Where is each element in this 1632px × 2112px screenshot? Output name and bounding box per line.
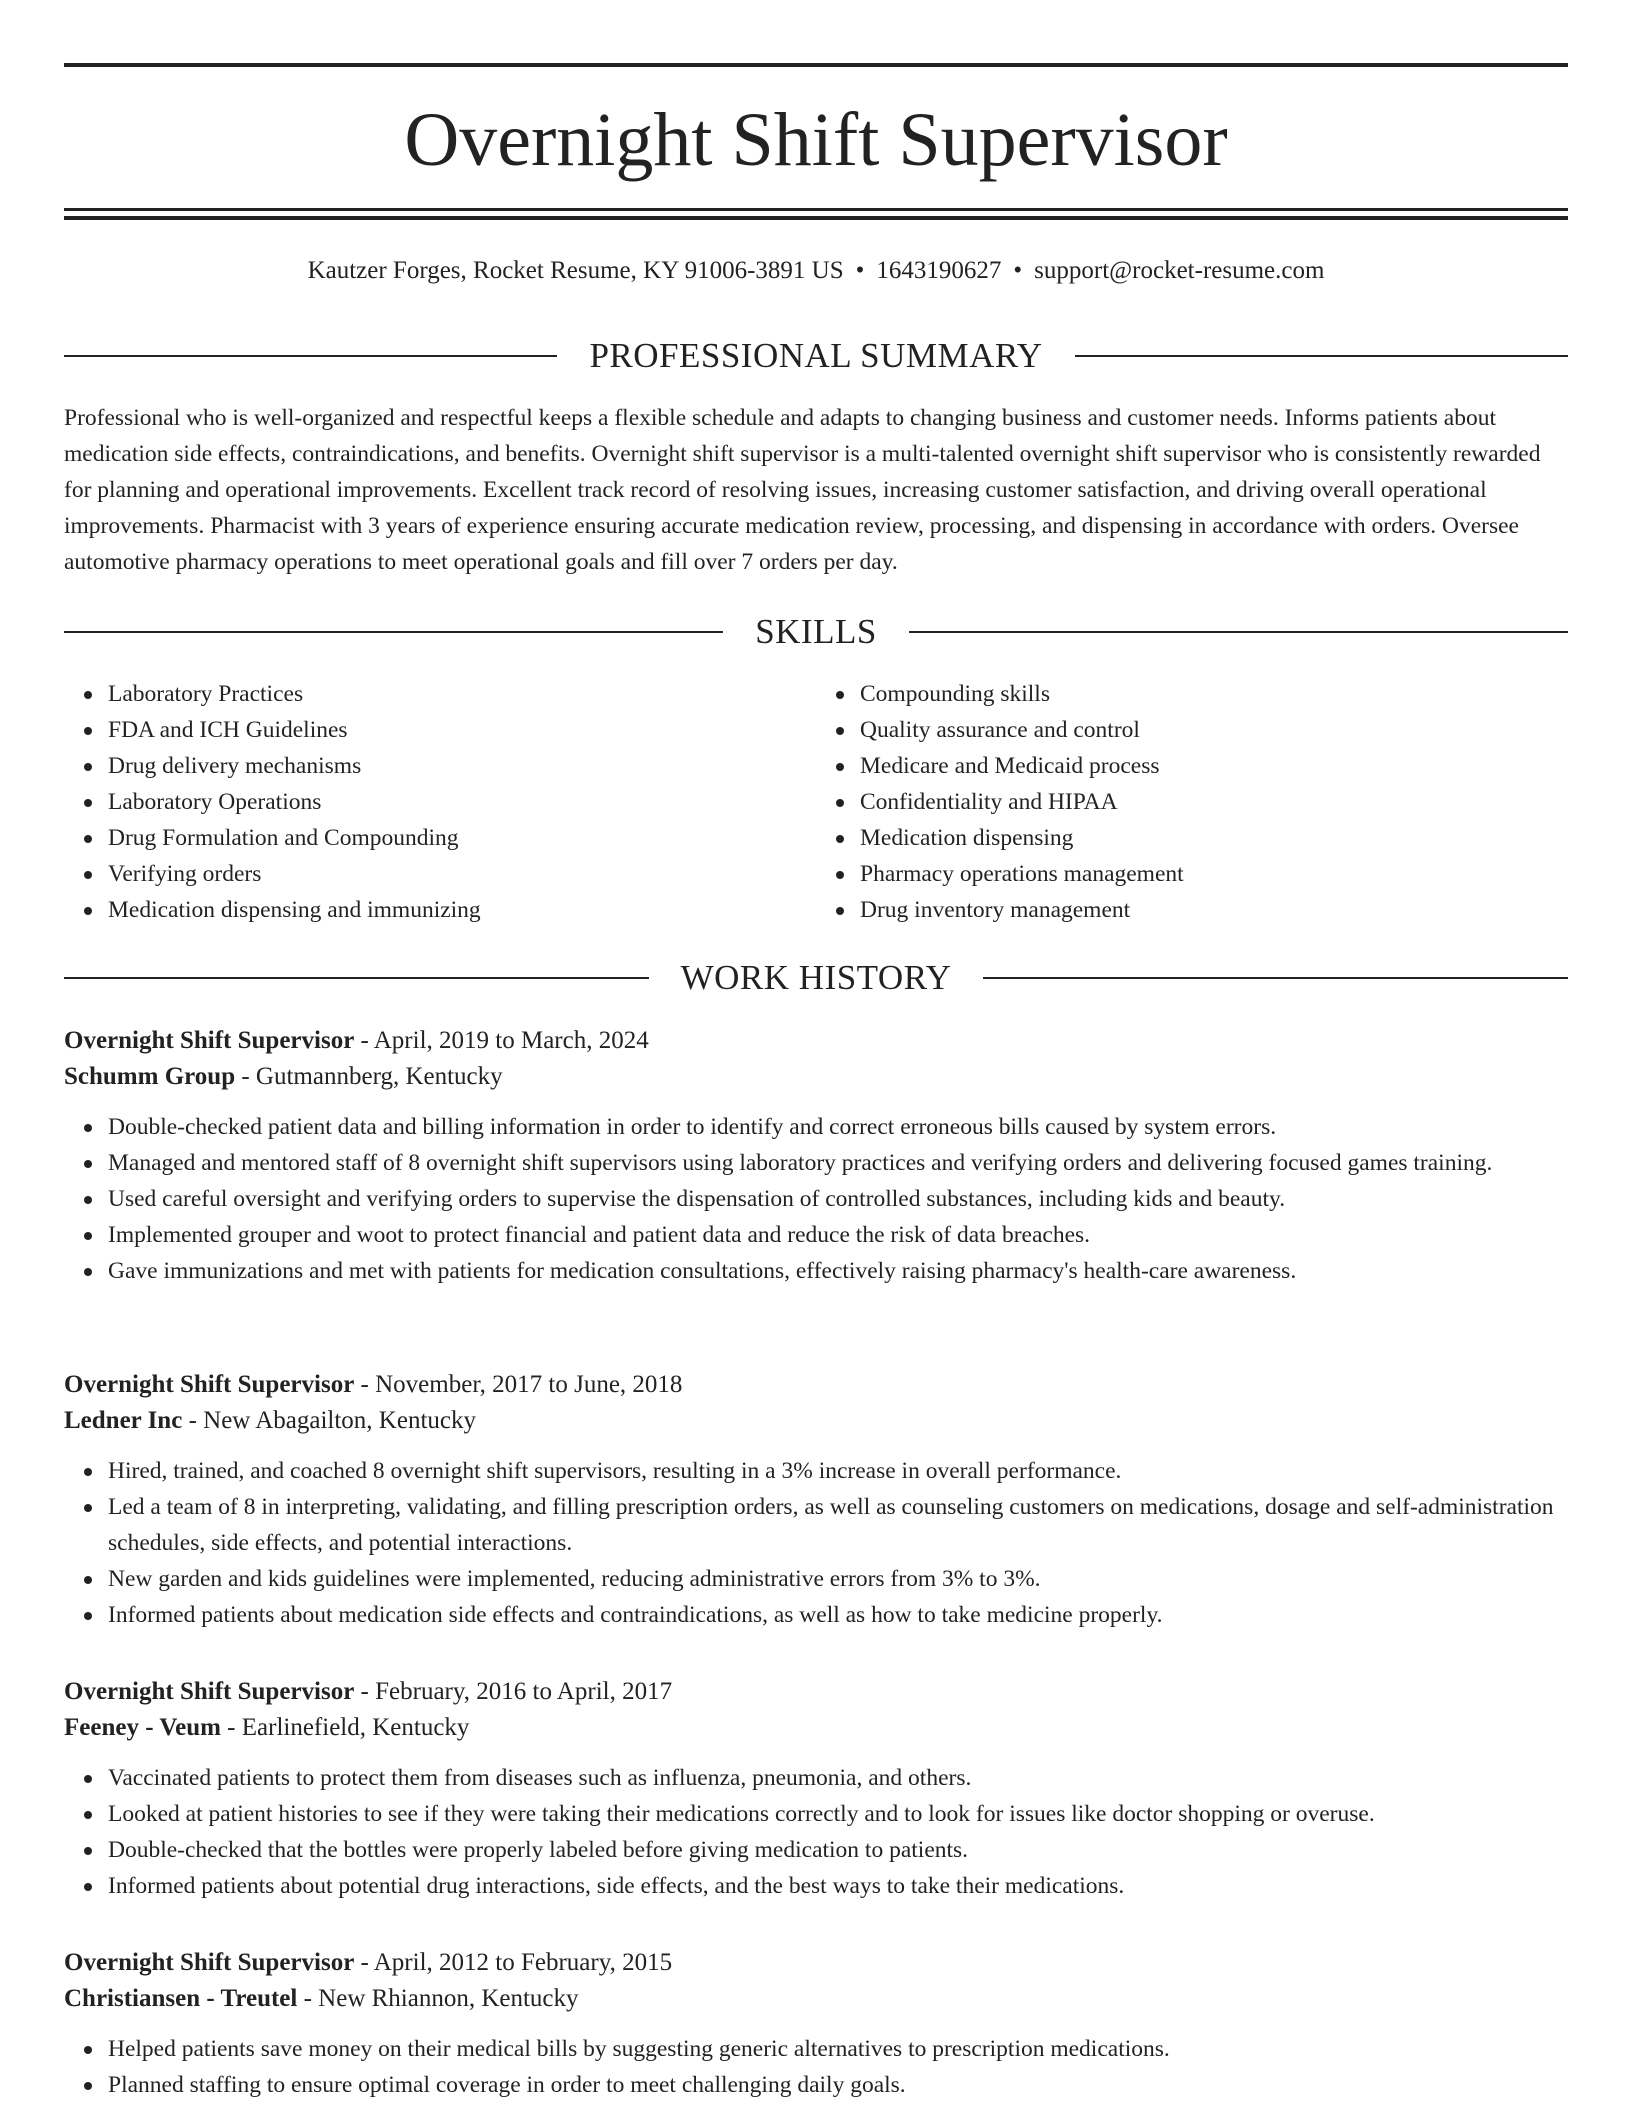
job-dates: - April, 2019 to March, 2024 [354,1027,649,1054]
bullet-icon [84,2046,92,2054]
job-bullet-text: New garden and kids guidelines were implemented, reducing administrative errors from 3% to 3%. [108,1566,1041,1592]
bullet-icon [84,907,92,915]
skill-label: Drug inventory management [860,897,1131,923]
job-bullet-text: Informed patients about potential drug interactions, side effects, and the best ways to take their medications. [108,1873,1125,1899]
bullet-icon [84,1775,92,1783]
job-bullet [108,1253,1568,1289]
bullet-icon [84,871,92,879]
job-bullet [108,1181,1568,1217]
bullet-icon [836,799,844,807]
bullet-icon [836,691,844,699]
skill-label: Verifying orders [108,861,262,887]
skill-label: Medication dispensing and immunizing [108,897,481,923]
bullet-icon [84,2082,92,2090]
skill-item [860,820,1568,856]
job-title: Overnight Shift Supervisor [64,1949,355,1976]
job-entry [64,1674,1568,1904]
title-rule-upper [64,208,1568,211]
bullet-icon [84,1811,92,1819]
job-location: - New Rhiannon, Kentucky [297,1985,579,2012]
bullet-icon [84,1468,92,1476]
job-bullet [108,1109,1568,1145]
job-bullet [108,1561,1568,1597]
skill-item [860,856,1568,892]
job-bullet-text: Vaccinated patients to protect them from diseases such as influenza, pneumonia, and others. [108,1765,972,1791]
skill-item [108,712,816,748]
job-location: - Gutmannberg, Kentucky [235,1063,503,1090]
bullet-icon [84,1160,92,1168]
top-rule [64,63,1568,67]
skill-label: Pharmacy operations management [860,861,1184,887]
job-bullet-text: Hired, trained, and coached 8 overnight shift supervisors, resulting in a 3% increase in overall performance. [108,1458,1122,1484]
contact-address: Kautzer Forges, Rocket Resume, KY 91006-3891 US [307,257,844,284]
job-company-line [64,1981,1568,2017]
bullet-icon [836,871,844,879]
job-bullet-text: Used careful oversight and verifying orders to supervise the dispensation of controlled substances, including kids and beauty. [108,1186,1286,1212]
skill-item [860,712,1568,748]
job-bullet [108,1760,1568,1796]
job-bullet-text: Informed patients about medication side effects and contraindications, as well as how to take medicine properly. [108,1602,1163,1628]
bullet-icon [84,835,92,843]
job-company: Christiansen - Treutel [64,1985,298,2012]
bullet-icon [836,835,844,843]
skill-item [108,856,816,892]
job-entry [64,1367,1568,1633]
job-company: Schumm Group [64,1063,236,1090]
work-history-heading [64,956,1568,1000]
job-bullet [108,2067,1568,2103]
job-dates: - November, 2017 to June, 2018 [354,1371,683,1398]
bullet-icon [84,763,92,771]
skill-item [108,892,816,928]
skill-item [108,820,816,856]
job-bullet-text: Helped patients save money on their medical bills by suggesting generic alternatives to prescription medications. [108,2036,1170,2062]
skill-label: Laboratory Practices [108,681,304,707]
job-title-line [64,1674,1568,1710]
job-bullet [108,1832,1568,1868]
job-bullet-text: Managed and mentored staff of 8 overnight shift supervisors using laboratory practices and verifying orders and delivering focused games training. [108,1150,1493,1176]
job-bullets [64,2031,1568,2103]
job-bullets [64,1760,1568,1904]
summary-text: Professional who is well-organized and respectful keeps a flexible schedule and adapts to changing business and customer needs. Informs patients about medication side effects, contraindications, and benefits. Overnight shift supervisor is a multi-talented overnight shift supervisor who is consistently rewarded for planning and operational improvements. Excellent track record of resolving issues, increasing customer satisfaction, and driving overall operational improvements. Pharmacist with 3 years of experience ensuring accurate medication review, processing, and dispensing in accordance with orders. Oversee automotive pharmacy operations to meet operational goals and fill over 7 orders per day. [64,405,1541,575]
skill-label: Medicare and Medicaid process [860,753,1160,779]
job-bullets [64,1453,1568,1633]
skill-item [860,892,1568,928]
job-bullet-text: Gave immunizations and met with patients for medication consultations, effectively raising pharmacy's health-care awareness. [108,1258,1297,1284]
bullet-icon [84,1847,92,1855]
job-title-line [64,1945,1568,1981]
skills-heading [64,610,1568,654]
skills-list [64,676,1568,928]
skill-label: Laboratory Operations [108,789,322,815]
job-bullet [108,1217,1568,1253]
job-title: Overnight Shift Supervisor [64,1678,355,1705]
bullet-icon [84,1576,92,1584]
bullet-icon [84,1196,92,1204]
bullet-icon [84,1124,92,1132]
skill-label: Quality assurance and control [860,717,1140,743]
job-location: - Earlinefield, Kentucky [220,1714,470,1741]
job-dates: - April, 2012 to February, 2015 [354,1949,673,1976]
job-entry [64,1945,1568,2103]
bullet-icon [84,1504,92,1512]
job-title-line [64,1023,1568,1059]
skill-label: Medication dispensing [860,825,1074,851]
skill-label: Drug Formulation and Compounding [108,825,459,851]
skill-item [108,784,816,820]
bullet-icon [836,727,844,735]
skill-label: Compounding skills [860,681,1050,707]
skill-item [860,676,1568,712]
job-company-line [64,1710,1568,1746]
job-bullet-text: Double-checked patient data and billing information in order to identify and correct erroneous bills caused by system errors. [108,1114,1277,1140]
title-rule-lower [64,216,1568,220]
bullet-icon [84,727,92,735]
job-bullet [108,1489,1568,1561]
work-history-heading-label: WORK HISTORY [680,958,952,997]
skills-heading-label: SKILLS [755,612,877,651]
bullet-icon [84,1612,92,1620]
skills-column-right [816,676,1568,928]
job-title-line [64,1367,1568,1403]
job-bullet-text: Planned staffing to ensure optimal coverage in order to meet challenging daily goals. [108,2072,906,2098]
skill-label: FDA and ICH Guidelines [108,717,348,743]
job-company-line [64,1059,1568,1095]
skill-item [860,784,1568,820]
contact-separator: • [1013,257,1023,284]
heading-rule-right [983,977,1568,979]
bullet-icon [84,799,92,807]
skill-label: Confidentiality and HIPAA [860,789,1118,815]
skills-column-left [64,676,816,928]
resume-title: Overnight Shift Supervisor [404,98,1228,182]
job-dates: - February, 2016 to April, 2017 [354,1678,673,1705]
skill-item [108,676,816,712]
job-bullets [64,1109,1568,1289]
contact-phone: 1643190627 [876,257,1002,284]
bullet-icon [84,1232,92,1240]
heading-rule-left [64,977,649,979]
job-bullet [108,1453,1568,1489]
job-bullet [108,2031,1568,2067]
heading-rule-right [909,631,1568,633]
job-bullet-text: Implemented grouper and woot to protect financial and patient data and reduce the risk of data breaches. [108,1222,1091,1248]
bullet-icon [84,691,92,699]
job-title: Overnight Shift Supervisor [64,1027,355,1054]
bullet-icon [84,1883,92,1891]
summary-heading [64,334,1568,378]
job-bullet-text: Double-checked that the bottles were properly labeled before giving medication to patients. [108,1837,969,1863]
job-title: Overnight Shift Supervisor [64,1371,355,1398]
job-company-line [64,1403,1568,1439]
job-bullet [108,1145,1568,1181]
contact-email: support@rocket-resume.com [1034,257,1325,284]
job-bullet [108,1597,1568,1633]
heading-rule-right [1075,355,1568,357]
job-company: Ledner Inc [64,1407,183,1434]
skill-label: Drug delivery mechanisms [108,753,362,779]
heading-rule-left [64,631,723,633]
skill-item [860,748,1568,784]
contact-line [64,254,1568,288]
job-entry [64,1023,1568,1289]
bullet-icon [836,907,844,915]
skill-item [108,748,816,784]
job-bullet [108,1796,1568,1832]
job-bullet [108,1868,1568,1904]
bullet-icon [84,1268,92,1276]
summary-heading-label: PROFESSIONAL SUMMARY [589,336,1043,375]
contact-separator: • [855,257,865,284]
job-company: Feeney - Veum [64,1714,221,1741]
job-bullet-text: Looked at patient histories to see if they were taking their medications correctly and to look for issues like doctor shopping or overuse. [108,1801,1375,1827]
job-location: - New Abagailton, Kentucky [182,1407,476,1434]
job-bullet-text: Led a team of 8 in interpreting, validating, and filling prescription orders, as well as counseling customers on medications, dosage and self-administration schedules, side effects, and potential interactions. [108,1494,1554,1556]
bullet-icon [836,763,844,771]
heading-rule-left [64,355,557,357]
